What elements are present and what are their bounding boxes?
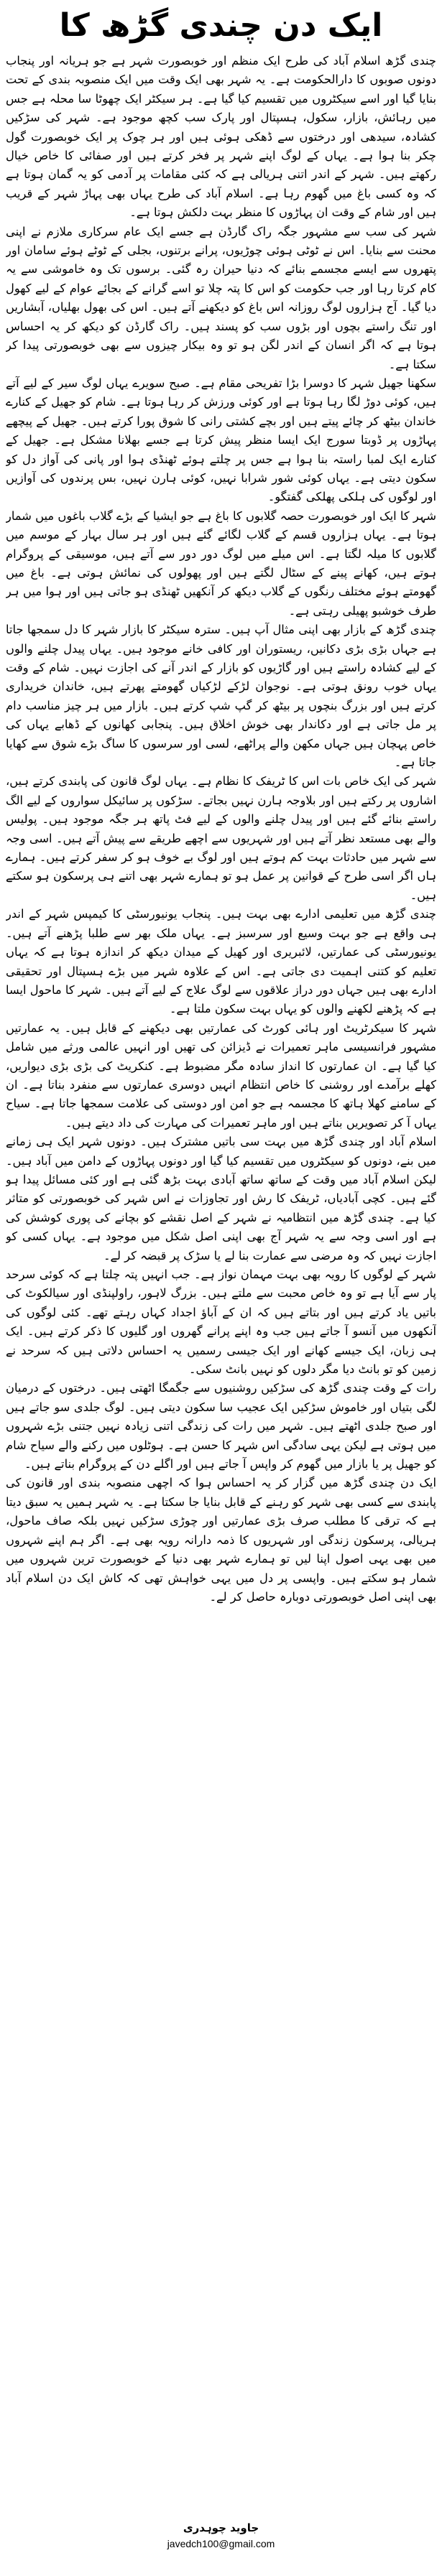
article-paragraph: اسلام آباد اور چندی گڑھ میں بہت سی باتیں مشترک ہیں۔ دونوں شہر ایک ہی زمانے میں بنے، دونوں کو سیکٹروں میں تقسیم کیا گیا اور دونوں پہاڑوں کے دامن میں آباد ہیں۔ لیکن اسلام آباد میں وقت کے ساتھ ساتھ آبادی بہت بڑھ گئی ہے اور کئی مسائل پیدا ہو گئے ہیں۔ کچی آبادیاں، ٹریفک کا رش اور تجاوزات نے اس شہر کی خوبصورتی کو متاثر کیا ہے۔ چندی گڑھ میں انتظامیہ نے شہر کے اصل نقشے کو بچانے کی پوری کوشش کی ہے اور اسی وجہ سے یہ شہر آج بھی اپنی اصل شکل میں موجود ہے۔ یہاں کسی کو اجازت نہیں کہ وہ مرضی سے عمارت بنا لے یا سڑک پر قبضہ کر لے۔: [6, 1135, 436, 1263]
article-paragraph: شہر کا سیکرٹریٹ اور ہائی کورٹ کی عمارتیں بھی دیکھنے کے قابل ہیں۔ یہ عمارتیں مشہور فرانسیسی ماہر تعمیرات نے ڈیزائن کی تھیں اور انہیں عالمی ورثے میں شامل کیا گیا ہے۔ ان عمارتوں کا انداز سادہ مگر مضبوط ہے۔ کنکریٹ کی بڑی بڑی دیواریں، کھلے برآمدے اور روشنی کا خاص انتظام انہیں دوسری عمارتوں سے منفرد بناتا ہے۔ ان کے سامنے کھلا ہاتھ کا مجسمہ ہے جو امن اور دوستی کی علامت سمجھا جاتا ہے۔ سیاح یہاں آ کر تصویریں بناتے ہیں اور ماہر تعمیرات کی مہارت کی داد دیتے ہیں۔: [6, 1020, 436, 1130]
article-paragraph: ایک دن چندی گڑھ میں گزار کر یہ احساس ہوا کہ اچھی منصوبہ بندی اور قانون کی پابندی سے کسی بھی شہر کو رہنے کے قابل بنایا جا سکتا ہے۔ یہ شہر ہمیں یہ سبق دیتا ہے کہ ترقی کا مطلب صرف بڑی عمارتیں اور چوڑی سڑکیں نہیں بلکہ صاف ماحول، ہریالی، پرسکون زندگی اور شہریوں کا ذمہ دارانہ رویہ بھی ہے۔ اگر ہم اپنے شہروں میں بھی یہی اصول اپنا لیں تو ہمارے شہر بھی دنیا کے خوبصورت ترین شہروں میں شمار ہو سکتے ہیں۔ واپسی پر دل میں یہی خواہش تھی کہ کاش ایک دن اسلام آباد بھی اپنی اصل خوبصورتی دوبارہ حاصل کر لے۔: [6, 1476, 436, 1604]
article-paragraph: چندی گڑھ اسلام آباد کی طرح ایک منظم اور خوبصورت شہر ہے جو ہریانہ اور پنجاب دونوں صوبوں کا دارالحکومت ہے۔ یہ شہر بھی ایک وقت میں ایک منصوبہ بندی کے تحت بنایا گیا اور اسے سیکٹروں میں تقسیم کیا گیا ہے۔ ہر سیکٹر ایک چھوٹا سا محلہ ہے جس میں رہائش، بازار، سکول، ہسپتال اور پارک سب کچھ موجود ہے۔ شہر کی سڑکیں کشادہ، سیدھی اور درختوں سے ڈھکی ہوئی ہیں اور ہر چوک پر ایک خوبصورت گول چکر بنا ہوا ہے۔ یہاں کے لوگ اپنے شہر پر فخر کرتے ہیں اور صفائی کا خاص خیال رکھتے ہیں۔ شہر کے اندر اتنی ہریالی ہے کہ کئی مقامات پر آدمی کو یہ گمان ہوتا ہے کہ وہ کسی باغ میں گھوم رہا ہے۔ اسلام آباد کی طرح یہاں بھی پہاڑ شہر کے قریب ہیں اور شام کے وقت ان پہاڑوں کا منظر بہت دلکش ہوتا ہے۔: [6, 54, 436, 220]
author-email[interactable]: javedch100@gmail.com: [167, 2538, 275, 2549]
article-paragraph: چندی گڑھ میں تعلیمی ادارے بھی بہت ہیں۔ پنجاب یونیورسٹی کا کیمپس شہر کے اندر ہی واقع ہے جو بہت وسیع اور سرسبز ہے۔ یہاں ملک بھر سے طلبا پڑھنے آتے ہیں۔ یونیورسٹی کی عمارتیں، لائبریری اور کھیل کے میدان دیکھ کر اندازہ ہوتا ہے کہ یہاں تعلیم کو کتنی اہمیت دی جاتی ہے۔ اس کے علاوہ شہر میں بڑے ہسپتال اور تحقیقی ادارے بھی ہیں جہاں دور دراز علاقوں سے لوگ علاج کے لیے آتے ہیں۔ شہر کا ماحول ایسا ہے کہ پڑھنے لکھنے والوں کو یہاں بہت سکون ملتا ہے۔: [6, 907, 436, 1016]
article-paragraph: شہر کی ایک خاص بات اس کا ٹریفک کا نظام ہے۔ یہاں لوگ قانون کی پابندی کرتے ہیں، اشاروں پر رکتے ہیں اور بلاوجہ ہارن نہیں بجاتے۔ سڑکوں پر سائیکل سواروں کے لیے الگ راستے بنائے گئے ہیں اور پیدل چلنے والوں کے لیے فٹ پاتھ ہر جگہ موجود ہیں۔ پولیس والے بھی مستعد نظر آتے ہیں اور شہریوں سے اچھے طریقے سے پیش آتے ہیں۔ اسی وجہ سے شہر میں حادثات بہت کم ہوتے ہیں اور لوگ بے خوف ہو کر سفر کرتے ہیں۔ ہمارے ہاں اگر اسی طرح کے قوانین پر عمل ہو تو ہمارے شہر بھی اتنے ہی پرسکون ہو سکتے ہیں۔: [6, 774, 436, 902]
article-body: [6, 52, 436, 2456]
article-paragraph: شہر کے لوگوں کا رویہ بھی بہت مہمان نواز ہے۔ جب انہیں پتہ چلتا ہے کہ کوئی سرحد پار سے آیا ہے تو وہ خاص محبت سے ملتے ہیں۔ بزرگ لاہور، راولپنڈی اور سیالکوٹ کی باتیں یاد کرتے ہیں اور بتاتے ہیں کہ ان کے آباؤ اجداد کہاں رہتے تھے۔ کئی لوگوں کی آنکھوں میں آنسو آ جاتے ہیں جب وہ اپنے پرانے گھروں اور گلیوں کا ذکر کرتے ہیں۔ ایک ہی زبان، ایک جیسے کھانے اور ایک جیسی رسمیں یہ احساس دلاتی ہیں کہ سرحد نے زمین کو تو بانٹ دیا مگر دلوں کو نہیں بانٹ سکی۔: [6, 1268, 436, 1377]
author-byline: [0, 2519, 442, 2551]
article-paragraph: شہر کا ایک اور خوبصورت حصہ گلابوں کا باغ ہے جو ایشیا کے بڑے گلاب باغوں میں شمار ہوتا ہے۔ یہاں ہزاروں قسم کے گلاب لگائے گئے ہیں اور ہر سال بہار کے موسم میں گلابوں کا میلہ لگتا ہے۔ اس میلے میں لوگ دور دور سے آتے ہیں، موسیقی کے پروگرام ہوتے ہیں، کھانے پینے کے سٹال لگتے ہیں اور پھولوں کی نمائش ہوتی ہے۔ باغ میں گھومتے ہوئے مختلف رنگوں کے گلاب دیکھ کر آنکھیں ٹھنڈی ہو جاتی ہیں اور ہوا میں ہر طرف خوشبو پھیلی رہتی ہے۔: [6, 508, 436, 618]
article-paragraph: رات کے وقت چندی گڑھ کی سڑکیں روشنیوں سے جگمگا اٹھتی ہیں۔ درختوں کے درمیان لگی بتیاں اور خاموش سڑکیں ایک عجیب سا سکون دیتی ہیں۔ لوگ جلدی سو جاتے ہیں اور صبح جلدی اٹھتے ہیں۔ شہر میں رات کی زندگی اتنی زیادہ نہیں جتنی بڑے شہروں میں ہوتی ہے لیکن یہی سادگی اس شہر کا حسن ہے۔ ہوٹلوں میں رکنے والے سیاح شام کو جھیل پر یا بازار میں گھوم کر واپس آ جاتے ہیں اور اگلے دن کے پروگرام بناتے ہیں۔: [6, 1381, 436, 1471]
article-title: ایک دن چندی گڑھ کا: [59, 7, 383, 44]
author-name: جاوید چوہدری: [183, 2521, 259, 2534]
article-paragraph: شہر کی سب سے مشہور جگہ راک گارڈن ہے جسے ایک عام سرکاری ملازم نے اپنی محنت سے بنایا۔ اس نے ٹوٹی ہوئی چوڑیوں، پرانے برتنوں، بجلی کے ٹوٹے ہوئے سامان اور پتھروں سے ایسے مجسمے بنائے کہ دنیا حیران رہ گئی۔ برسوں تک وہ خاموشی سے یہ کام کرتا رہا اور جب حکومت کو اس کا پتہ چلا تو اسے گرانے کے بجائے عوام کے لیے کھول دیا گیا۔ آج ہزاروں لوگ روزانہ اس باغ کو دیکھنے آتے ہیں۔ اس کی بھول بھلیاں، آبشاریں اور تنگ راستے بچوں اور بڑوں سب کو پسند ہیں۔ راک گارڈن کو دیکھ کر یہ احساس ہوتا ہے کہ اگر انسان کے اندر لگن ہو تو وہ بیکار چیزوں سے بھی خوبصورتی پیدا کر سکتا ہے۔: [6, 224, 436, 371]
article-paragraph: سکھنا جھیل شہر کا دوسرا بڑا تفریحی مقام ہے۔ صبح سویرے یہاں لوگ سیر کے لیے آتے ہیں، کوئی دوڑ لگا رہا ہوتا ہے اور کوئی ورزش کر رہا ہوتا ہے۔ شام کو جھیل کے کنارے خاندان بیٹھ کر چائے پیتے ہیں اور بچے کشتی رانی کا شوق پورا کرتے ہیں۔ جھیل کے پیچھے پہاڑوں پر ڈوبتا سورج ایک ایسا منظر پیش کرتا ہے جسے بھلانا مشکل ہے۔ جھیل کے کنارے ایک لمبا راستہ بنا ہوا ہے جس پر چلتے ہوئے ٹھنڈی ہوا اور پانی کی آواز دل کو سکون دیتی ہے۔ یہاں کوئی شور شرابا نہیں، کوئی ہارن نہیں، بس پرندوں کی آوازیں اور لوگوں کی ہلکی پھلکی گفتگو۔: [6, 376, 436, 504]
article-paragraph: چندی گڑھ کے بازار بھی اپنی مثال آپ ہیں۔ سترہ سیکٹر کا بازار شہر کا دل سمجھا جاتا ہے جہاں بڑی بڑی دکانیں، ریستوران اور کافی خانے موجود ہیں۔ یہاں پیدل چلنے والوں کے لیے کشادہ راستے ہیں اور گاڑیوں کو بازار کے اندر آنے کی اجازت نہیں۔ شام کے وقت یہاں خوب رونق ہوتی ہے۔ نوجوان لڑکے لڑکیاں گھومتے پھرتے ہیں، خاندان خریداری کرتے ہیں اور بزرگ بنچوں پر بیٹھ کر گپ شپ کرتے ہیں۔ بازار میں ہر چیز مناسب دام پر مل جاتی ہے اور دکاندار بھی خوش اخلاق ہیں۔ پنجابی کھانوں کے ڈھابے یہاں کی خاص پہچان ہیں جہاں مکھن والے پراٹھے، لسی اور سرسوں کا ساگ بڑے شوق سے کھایا جاتا ہے۔: [6, 623, 436, 770]
